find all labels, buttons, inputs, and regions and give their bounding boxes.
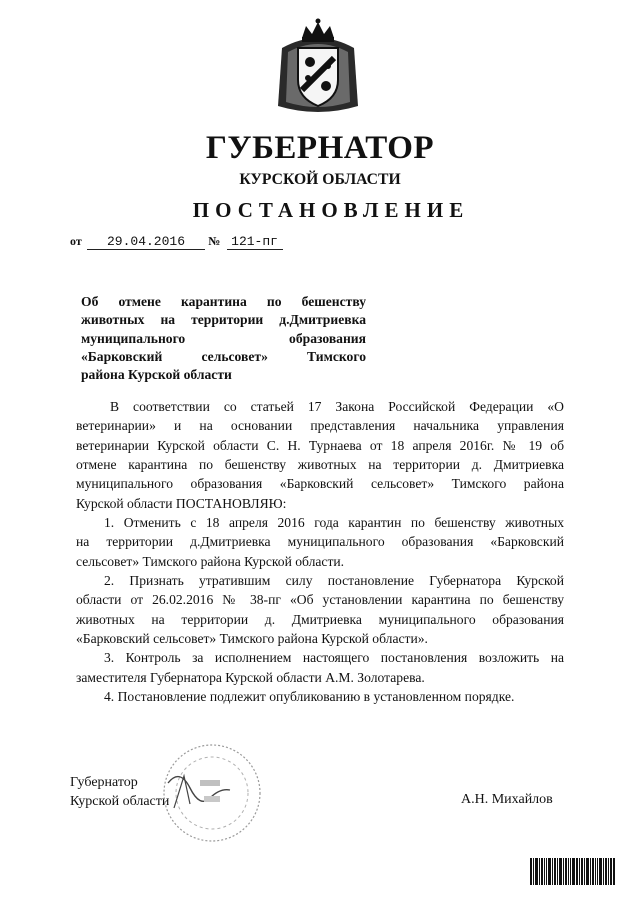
body-line: В соответствии со статьей 17 Закона Российской Федерации «О	[110, 399, 564, 414]
decree-body	[76, 397, 564, 707]
body-line: заместителя Губернатора Курской области А.М. Золотарева.	[76, 669, 425, 685]
subject-line: «Барковский сельсовет» Тимского	[81, 348, 366, 364]
decree-date: 29.04.2016	[87, 234, 205, 250]
subject-line: животных на территории д.Дмитриевка	[81, 312, 366, 328]
body-line: на территории д.Дмитриевка муниципального образования «Барковский	[76, 534, 564, 550]
barcode-icon	[530, 858, 615, 885]
subject-line: муниципального образования	[81, 330, 366, 346]
body-line: отмене карантина по бешенству животных на территории д. Дмитриевка	[76, 457, 564, 473]
body-line: животных на территории д. Дмитриевка муниципального образования	[76, 611, 564, 627]
decree-subject	[81, 293, 366, 384]
body-line: ветеринарии» и на основании представления начальника управления	[76, 418, 564, 434]
signatory-title-line: Курской области	[70, 794, 170, 809]
body-line: сельсовет» Тимского района Курской области.	[76, 553, 345, 569]
body-line: Курской области ПОСТАНОВЛЯЮ:	[76, 495, 287, 511]
item-2-paragraph	[76, 571, 564, 648]
item-4-paragraph	[76, 687, 564, 706]
date-prefix: от	[70, 234, 82, 248]
document-type: ПОСТАНОВЛЕНИЕ	[192, 198, 470, 222]
body-line: ветеринарии Курской области С. Н. Турнаева от 18 апреля 2016г. № 19 об	[76, 437, 564, 453]
body-line: 1. Отменить с 18 апреля 2016 года карантин по бешенству животных	[104, 515, 564, 531]
body-line: 4. Постановление подлежит опубликованию в установленном порядке.	[104, 689, 515, 705]
decree-meta	[70, 233, 283, 250]
decree-number: 121-пг	[227, 234, 283, 250]
signatory-name: А.Н. Михайлов	[461, 792, 553, 807]
item-1-paragraph	[76, 513, 564, 571]
number-prefix: №	[208, 234, 221, 248]
coat-of-arms-icon	[272, 18, 364, 118]
item-3-paragraph	[76, 648, 564, 687]
subject-line: Об отмене карантина по бешенству	[81, 294, 366, 309]
subject-line: района Курской области	[81, 367, 232, 383]
region-name: КУРСКОЙ ОБЛАСТИ	[239, 171, 401, 188]
signatory-title-line: Губернатор	[70, 775, 138, 790]
body-line: 3. Контроль за исполнением настоящего постановления возложить на	[104, 650, 564, 666]
body-line: «Барковский сельсовет» Тимского района Курской области».	[76, 631, 428, 647]
governor-title: ГУБЕРНАТОР	[205, 130, 435, 166]
body-line: 2. Признать утратившим силу постановление Губернатора Курской	[104, 573, 564, 589]
official-stamp-icon	[150, 738, 270, 848]
intro-paragraph	[76, 397, 564, 513]
body-line: области от 26.02.2016 № 38-пг «Об установлении карантина по бешенству	[76, 592, 564, 608]
body-line: муниципального образования «Барковский сельсовет» Тимского района	[76, 476, 564, 492]
